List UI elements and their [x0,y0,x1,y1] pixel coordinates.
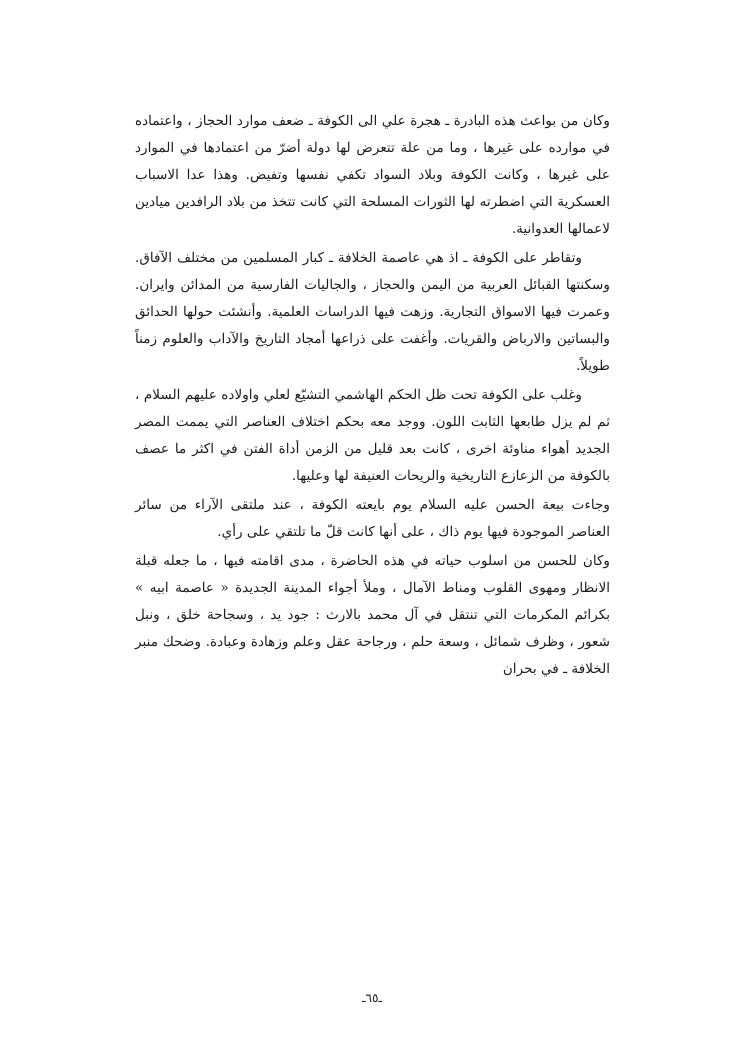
paragraph-1: وكان من بواعث هذه البادرة ـ هجرة علي الى الكوفة ـ ضعف موارد الحجاز ، واعتماده في موارده على غيرها ، وما من علة تتعرض لها دولة أضرّ من اعتمادها في الموارد على غيرها ، وكانت الكوفة وبلاد السواد تكفي نفسها وتفيض. وهذا عدا الاسباب العسكرية التي اضطرته لها الثورات المسلحة التي كانت تتخذ من بلاد الرافدين ميادين لاعمالها العدوانية. [135,113,610,237]
paragraph-2: وتقاطر على الكوفة ـ اذ هي عاصمة الخلافة ـ كبار المسلمين من مختلف الآفاق. وسكنتها القبائل العربية من اليمن والحجاز ، والجاليات الفارسية من المدائن وايران. وعمرت فيها الاسواق التجارية. وزهت فيها الدراسات العلمية. وأنشئت حولها الحدائق والبساتين والارباض والقريات. وأغفت على ذراعها أمجاد التاريخ والآداب والعلوم زمناً طويلاً. [135,250,610,374]
paragraph-3: وغلب على الكوفة تحت ظل الحكم الهاشمي التشيّع لعلي واولاده عليهم السلام ، ثم لم يزل طابعها الثابت اللون. ووجد معه بحكم اختلاف العناصر التي يممت المصر الجديد أهواء مناوئة اخرى ، كانت بعد قليل من الزمن أداة الفتن في اكثر ما عصف بالكوفة من الزعازع التاريخية والريحات العنيفة لها وعليها. [135,387,610,484]
paragraph-4: وجاءت بيعة الحسن عليه السلام يوم بايعته الكوفة ، عند ملتقى الآراء من سائر العناصر الموجودة فيها يوم ذاك ، على أنها كانت قلّ ما تلتقي على رأي. [135,497,610,540]
body-text [135,108,610,683]
paragraph-5: وكان للحسن من اسلوب حياته في هذه الحاضرة ، مدى اقامته فيها ، ما جعله قبلة الانظار ومهوى القلوب ومناط الآمال ، وملأ أجواء المدينة الجديدة « عاصمة ابيه » بكرائم المكرمات التي تنتقل في آل محمد بالارث : جود يد ، وسجاحة خلق ، ونبل شعور ، وظرف شمائل ، وسعة حلم ، ورجاحة عقل وعلم وزهادة وعبادة. وضحك منبر الخلافة ـ في بحران [135,553,610,677]
page-number: ـ٦٥ـ [362,991,382,1005]
